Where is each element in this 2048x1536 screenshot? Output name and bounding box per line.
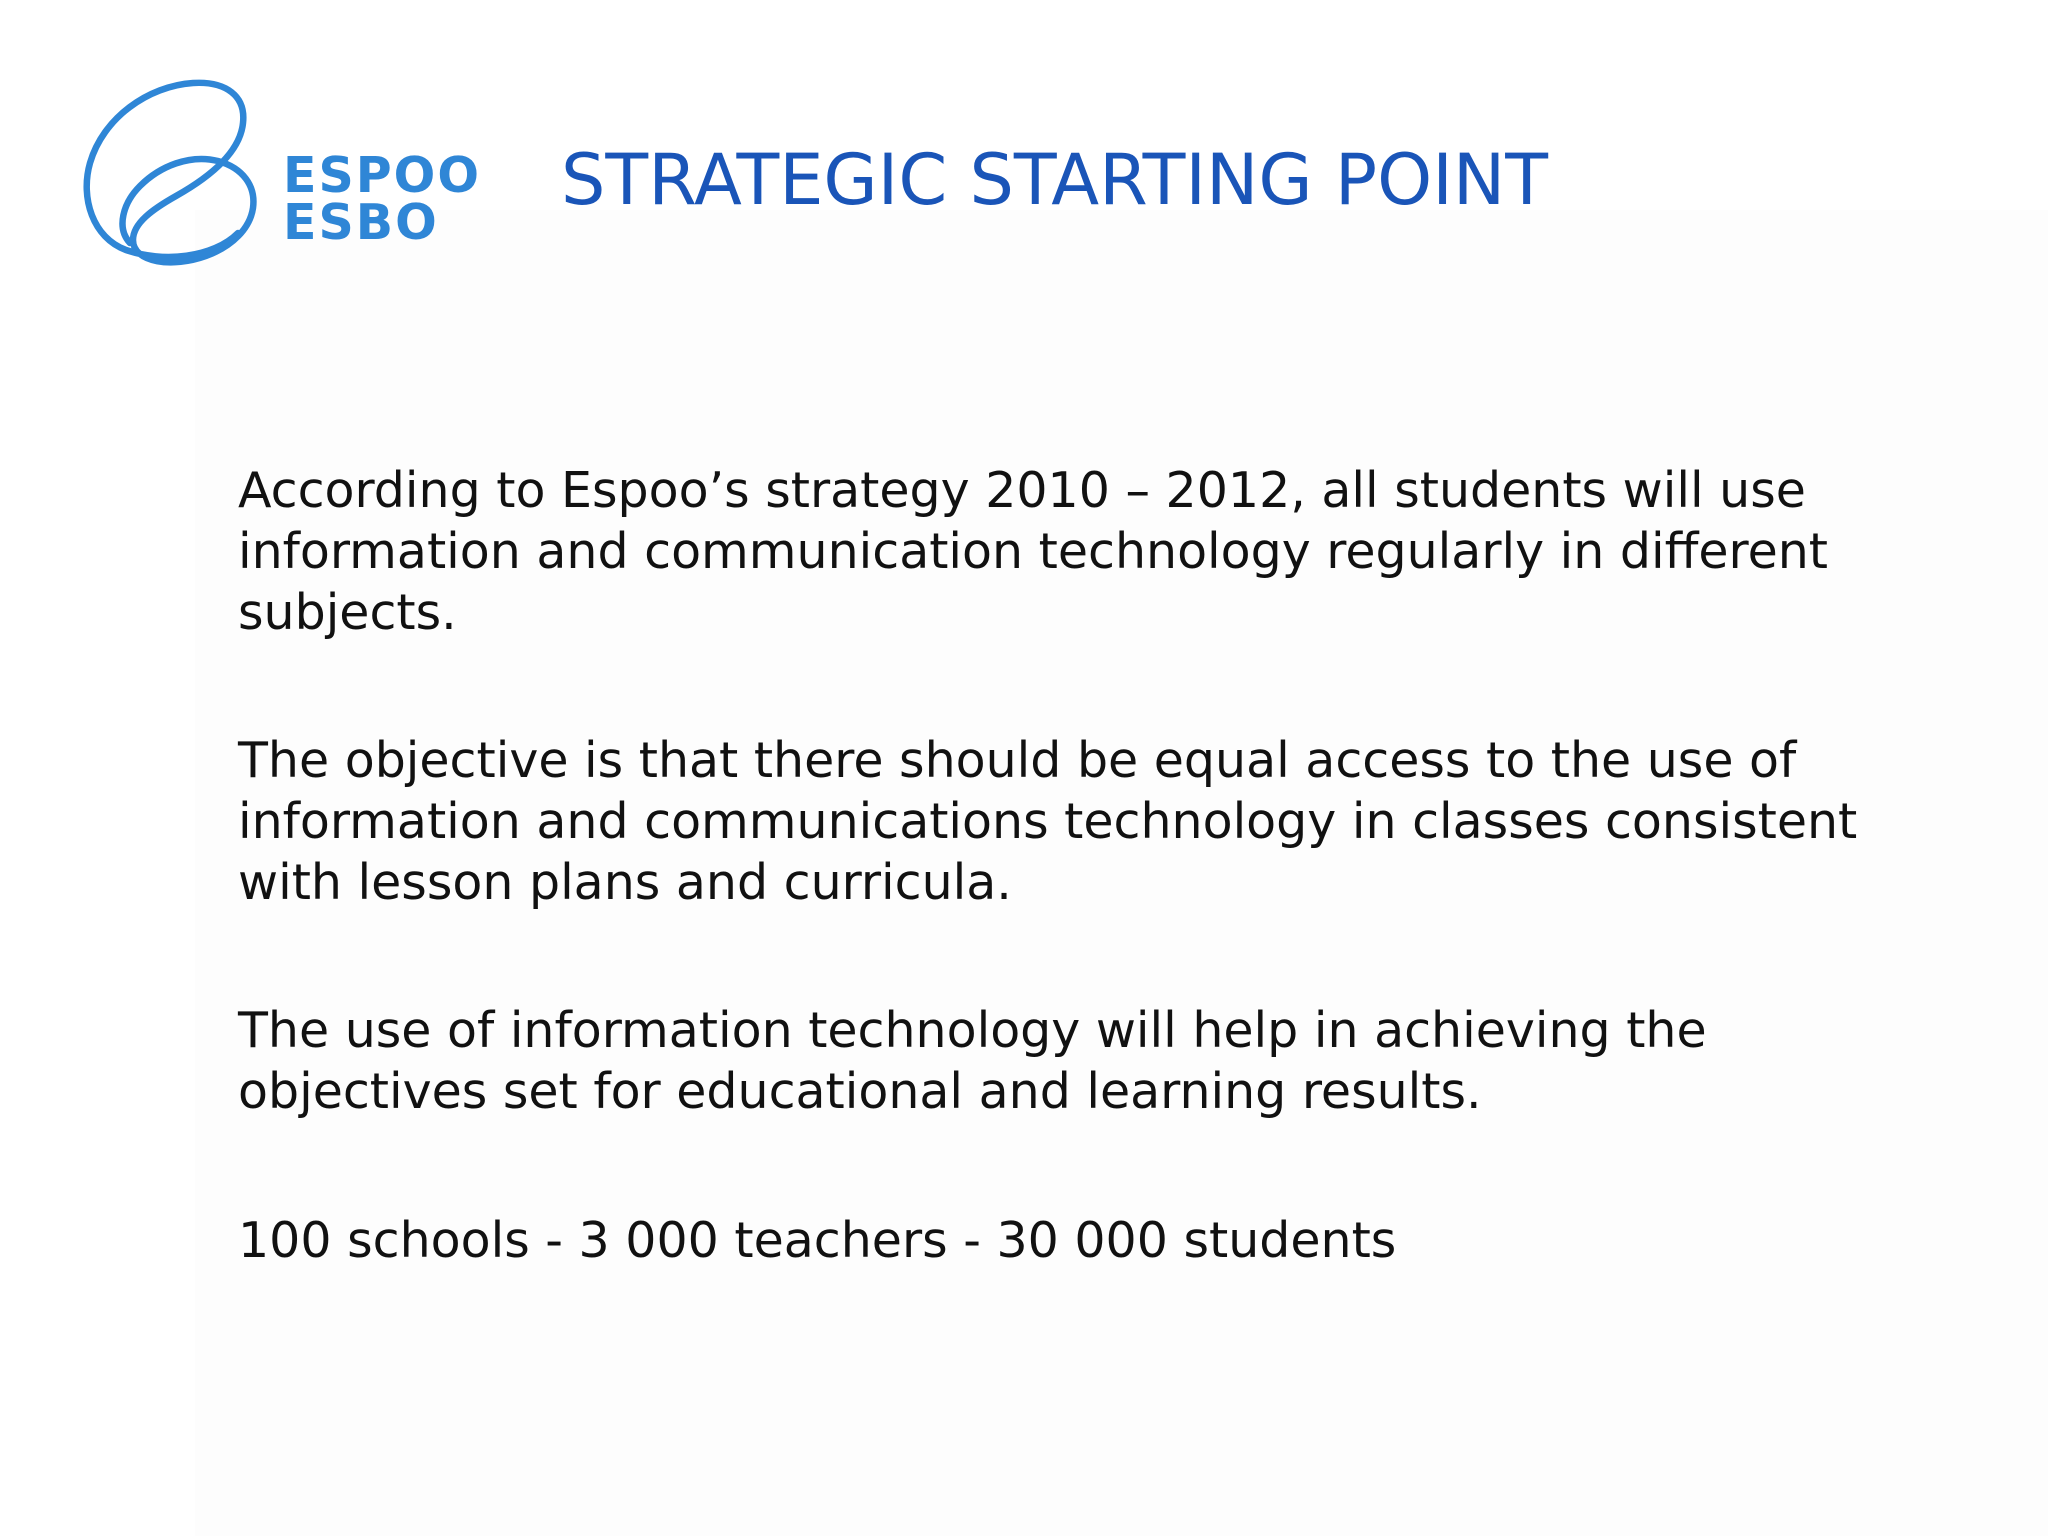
logo-line-espoo: ESPOO [283, 147, 481, 204]
paragraph-statistics [238, 1210, 1396, 1271]
paragraph-line: According to Espoo’s strategy 2010 – 2012, all students will use [238, 462, 1806, 519]
page-title: STRATEGIC STARTING POINT [561, 139, 1548, 221]
logo-text [283, 147, 481, 251]
paragraph-line: 100 schools - 3 000 teachers - 30 000 students [238, 1212, 1397, 1269]
logo-line-esbo: ESBO [283, 194, 439, 251]
paragraph-line: The use of information technology will help in achieving the [238, 1002, 1707, 1059]
swirl-logo-icon [78, 78, 278, 273]
paragraph-line: subjects. [238, 584, 457, 641]
paragraph-objective [238, 730, 1857, 913]
paragraph-line: objectives set for educational and learning results. [238, 1063, 1482, 1120]
paragraph-line: information and communications technology in classes consistent [238, 793, 1858, 850]
paragraph-strategy [238, 460, 1828, 643]
paragraph-line: information and communication technology regularly in different [238, 523, 1829, 580]
espoo-logo [78, 78, 481, 273]
paragraph-it-use [238, 1000, 1707, 1122]
paragraph-line: with lesson plans and curricula. [238, 854, 1012, 911]
paragraph-line: The objective is that there should be equal access to the use of [238, 732, 1797, 789]
